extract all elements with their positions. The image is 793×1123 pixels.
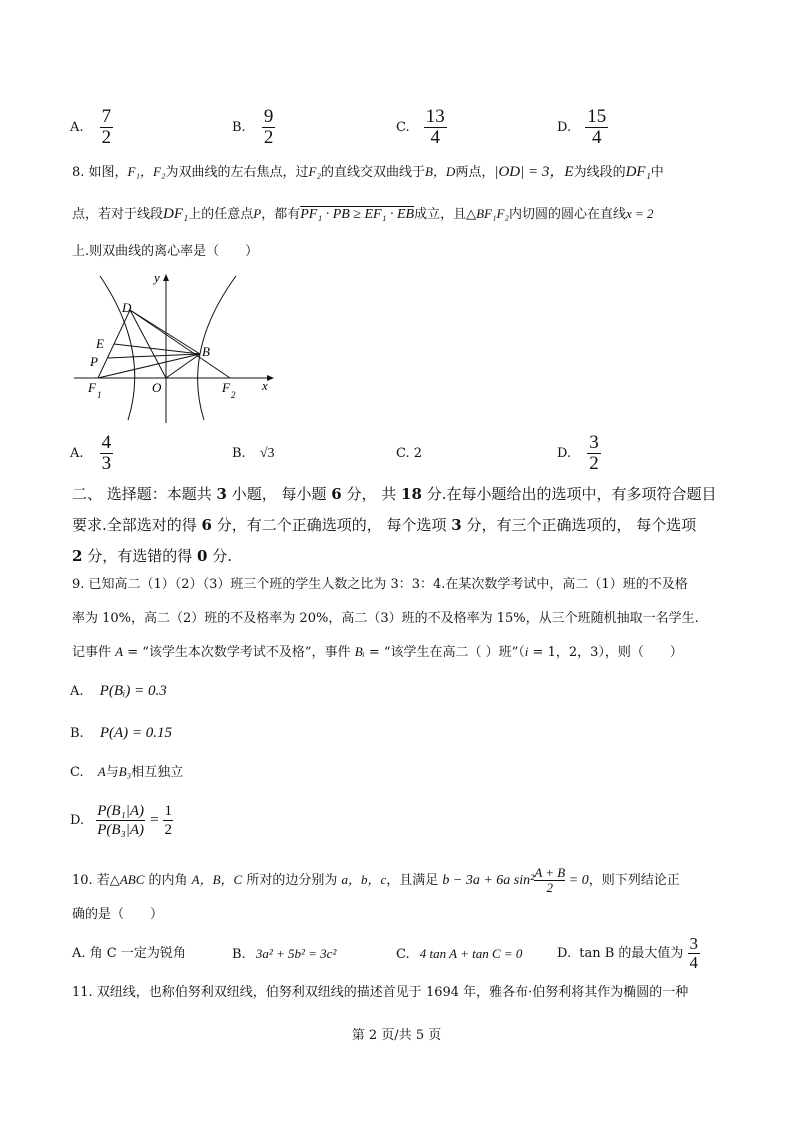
number: 3 <box>451 516 462 534</box>
text: 为线段的 <box>573 165 626 180</box>
math: F₂ <box>308 164 321 179</box>
q8-option-c <box>396 446 422 462</box>
math: E <box>564 164 574 180</box>
text: 分，有选错的得 <box>82 547 197 565</box>
fraction <box>424 107 447 148</box>
math: |OD| = 3， <box>494 164 565 180</box>
q9-option-d <box>70 802 173 839</box>
text: 上的任意点 <box>188 207 254 222</box>
text: 所对的边分别为 <box>242 873 342 888</box>
numerator: 1 <box>164 803 172 819</box>
numerator: A + B <box>534 865 566 880</box>
numerator: 3 <box>689 934 699 953</box>
option-text: tan B 的最大值为 <box>579 946 684 961</box>
q11-line-1 <box>72 985 688 1001</box>
text: 分. <box>207 547 232 565</box>
fraction <box>688 935 701 972</box>
text: ，都有 <box>261 207 301 222</box>
label-y: y <box>154 270 160 285</box>
q9-option-c <box>70 764 183 781</box>
q8-option-a <box>70 433 113 474</box>
text: 10. 若△ <box>72 873 120 888</box>
number: 0 <box>196 547 208 565</box>
equals: = <box>149 812 160 828</box>
text: 率为 10%，高二（2）班的不及格率为 20%，高二（3）班的不及格率为 15%，从三个班随机抽取一名学生. <box>72 611 699 626</box>
math: i <box>524 644 529 659</box>
numerator: 7 <box>101 106 112 127</box>
q8-option-d <box>557 433 601 474</box>
label-P: P <box>90 354 98 369</box>
denominator: 4 <box>689 953 699 972</box>
fraction <box>534 866 565 895</box>
numerator: P(B₁|A) <box>97 803 145 819</box>
numerator: 4 <box>101 432 112 453</box>
option-label: A. <box>70 446 84 461</box>
fraction <box>587 433 601 474</box>
math: BF₁F₂ <box>476 206 509 221</box>
q10-option-b <box>232 946 336 963</box>
denominator: 2 <box>164 822 172 838</box>
denominator: 2 <box>101 127 112 148</box>
number: 18 <box>401 485 422 503</box>
math: Bᵢ <box>354 644 365 659</box>
fraction <box>262 107 276 148</box>
text: 相互独立 <box>131 765 184 780</box>
option-label: D. <box>557 446 572 461</box>
option-label: C. <box>70 765 84 780</box>
fraction <box>163 802 173 839</box>
fraction <box>585 107 608 148</box>
segment-DO <box>130 310 166 378</box>
number: 3 <box>216 485 227 503</box>
denominator: 3 <box>101 453 112 474</box>
text: 的内角 <box>144 873 192 888</box>
text: 小题， 每小题 <box>226 485 332 503</box>
q10-option-c <box>396 946 522 963</box>
text: 11. 双纽线，也称伯努利双纽线，伯努利双纽线的描述首见于 1694 年，雅各布·伯努利将其作为椭圆的一种 <box>72 985 689 1000</box>
fraction <box>96 802 145 839</box>
numerator: 9 <box>263 106 274 127</box>
number: 6 <box>201 516 212 534</box>
option-label: B. <box>232 120 246 135</box>
text: ，则下列结论正 <box>588 873 680 888</box>
text: 9. 已知高二（1）（2）（3）班三个班的学生人数之比为 3：3：4.在某次数学考试中，高二（1）班的不及格 <box>72 577 688 592</box>
number: 6 <box>331 485 342 503</box>
text: 中 <box>650 165 664 180</box>
option-math: 4 tan A + tan C = 0 <box>419 946 523 961</box>
label-x: x <box>262 378 268 393</box>
option-label: B. <box>70 726 84 741</box>
option-text: A. 角 C 一定为锐角 <box>72 946 186 961</box>
q7-option-d <box>557 107 608 148</box>
text: 分.在每小题给出的选项中，有多项符合题目 <box>421 485 717 503</box>
q10-line-2 <box>72 907 163 923</box>
numerator: 15 <box>587 106 607 127</box>
option-label: D. <box>70 813 85 828</box>
math: ABC <box>119 872 145 887</box>
q9-option-a <box>70 683 167 700</box>
q9-line-2 <box>72 611 699 627</box>
option-label: C. <box>396 947 410 962</box>
section2-line-3 <box>72 547 232 565</box>
q8-option-b <box>232 446 275 462</box>
denominator: 2 <box>546 880 554 895</box>
math: F₁， <box>127 164 154 179</box>
text: 分，有二个正确选项的， 每个选项 <box>211 516 452 534</box>
math: A <box>97 764 106 779</box>
label-B: B <box>202 344 210 359</box>
q8-line-3 <box>72 244 258 260</box>
section2-line-2 <box>72 516 696 534</box>
page-number: 第 2 页/共 5 页 <box>351 1028 442 1043</box>
option-label: B. <box>232 947 246 962</box>
denominator: 4 <box>430 127 441 148</box>
option-label: B. <box>232 446 246 461</box>
vector-inequality: PF₁ · PB ≥ EF₁ · EB <box>300 207 415 222</box>
q10-line-1 <box>72 866 680 895</box>
numerator: 13 <box>425 106 445 127</box>
text: 要求.全部选对的得 <box>72 516 202 534</box>
label-D: D <box>122 300 132 315</box>
q8-line-2 <box>72 206 654 223</box>
denominator: 4 <box>591 127 602 148</box>
fraction <box>100 433 114 474</box>
label-F2-subscript: 2 <box>231 390 236 400</box>
math: A <box>115 644 124 659</box>
x-axis-arrow-icon <box>267 375 274 381</box>
text: 两点， <box>455 165 495 180</box>
label-E: E <box>96 336 104 351</box>
math: A，B，C <box>191 872 243 887</box>
math: b − 3a + 6a sin² <box>442 873 535 888</box>
numerator: 3 <box>589 432 599 453</box>
label-F2: F <box>222 380 230 395</box>
math: = 0 <box>565 873 589 888</box>
text: = 1，2，3），则（ ） <box>528 645 683 660</box>
text: 8. 如图， <box>72 165 128 180</box>
option-label: D. <box>557 120 572 135</box>
math: P <box>253 206 262 221</box>
page-footer <box>0 1028 793 1044</box>
q7-option-b <box>232 107 275 148</box>
section2-line-1 <box>72 485 716 503</box>
q9-line-1 <box>72 577 688 593</box>
math: DF₁ <box>625 164 651 180</box>
q9-option-b <box>70 725 172 742</box>
option-math: P(Bᵢ) = 0.3 <box>99 683 167 699</box>
number: 2 <box>72 547 83 565</box>
y-axis-arrow-icon <box>163 274 169 281</box>
option-label: A. <box>70 684 84 699</box>
denominator: 2 <box>263 127 274 148</box>
math: B，D <box>424 164 456 179</box>
fraction <box>100 107 114 148</box>
text: 上.则双曲线的离心率是（ ） <box>72 244 259 259</box>
q7-option-a <box>70 107 113 148</box>
text: 的直线交双曲线于 <box>320 165 425 180</box>
text: 确的是（ ） <box>72 907 164 922</box>
math: B₃ <box>118 764 132 779</box>
hyperbola-left-branch <box>100 276 135 420</box>
math: DF₁ <box>163 206 189 222</box>
text: 分， 共 <box>341 485 402 503</box>
q9-line-3 <box>72 644 683 661</box>
denominator: 2 <box>589 453 599 474</box>
text: 分，有三个正确选项的， 每个选项 <box>461 516 697 534</box>
text: 成立，且△ <box>414 207 477 222</box>
text: 与 <box>105 765 119 780</box>
option-math: P(A) = 0.15 <box>99 725 173 741</box>
sqrt-value: √3 <box>259 446 275 461</box>
option-text: C. 2 <box>396 446 423 461</box>
math: a，b，c <box>341 872 387 887</box>
math: F₂ <box>153 164 166 179</box>
text: = “该学生在高二（ ）班”（ <box>364 645 525 660</box>
option-math: 3a² + 5b² = 3c² <box>255 946 337 961</box>
label-F1: F <box>88 380 96 395</box>
text: 为双曲线的左右焦点，过 <box>165 165 309 180</box>
text: = “该学生本次数学考试不及格”，事件 <box>123 645 355 660</box>
q8-line-1 <box>72 164 664 181</box>
text: 记事件 <box>72 645 116 660</box>
text: 点，若对于线段 <box>72 207 164 222</box>
label-O: O <box>152 380 162 395</box>
q10-option-a <box>72 946 186 962</box>
text: ，且满足 <box>386 873 443 888</box>
option-label: D. <box>557 946 572 961</box>
label-F1-subscript: 1 <box>97 390 102 400</box>
text: 内切圆的圆心在直线 <box>508 207 626 222</box>
math: x = 2 <box>625 206 654 221</box>
option-label: A. <box>70 120 84 135</box>
option-label: C. <box>396 120 410 135</box>
denominator: P(B₃|A) <box>97 822 145 838</box>
q7-option-c <box>396 107 447 148</box>
hyperbola-figure <box>70 268 280 428</box>
text: 二、 选择题：本题共 <box>72 485 217 503</box>
q10-option-d <box>557 935 700 972</box>
